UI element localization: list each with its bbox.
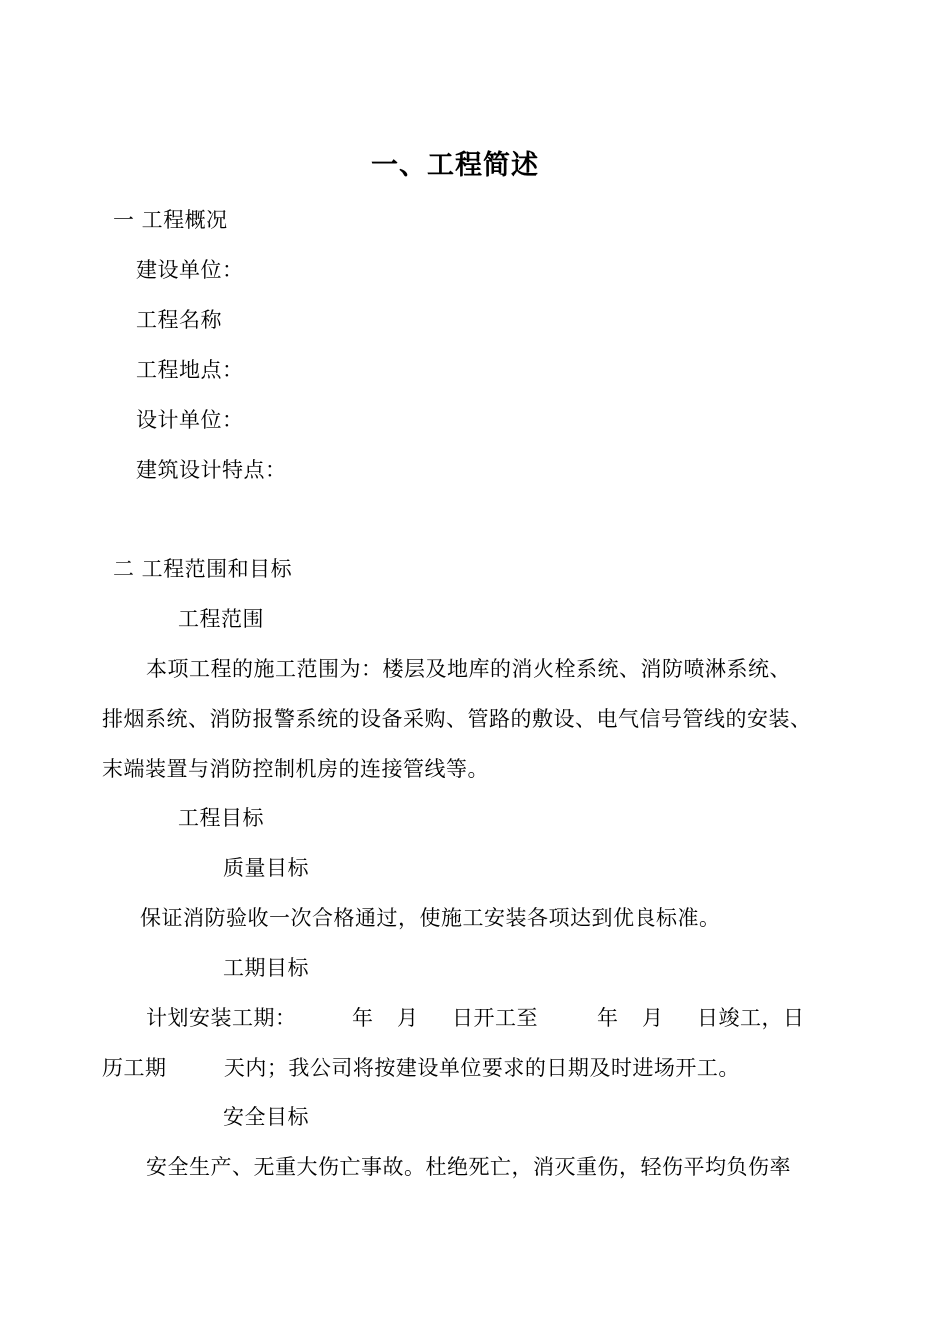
scope-line-1: 本项工程的施工范围为：楼层及地库的消火栓系统、消防喷淋系统、 (146, 657, 791, 681)
field-project-name: 工程名称 (136, 308, 222, 332)
scope-line-3: 末端装置与消防控制机房的连接管线等。 (102, 757, 489, 781)
schedule-part-month-1: 月 (397, 1006, 419, 1030)
field-design-features: 建筑设计特点： (136, 458, 287, 482)
safety-heading: 安全目标 (223, 1105, 309, 1129)
field-project-location: 工程地点： (136, 358, 244, 382)
schedule-part-year-1: 年 (352, 1006, 374, 1030)
schedule-part-month-2: 月 (642, 1006, 664, 1030)
schedule-line-2: 历工期 天内；我公司将按建设单位要求的日期及时进场开工。 (102, 1056, 740, 1080)
safety-text: 安全生产、无重大伤亡事故。杜绝死亡，消灭重伤，轻伤平均负伤率 (146, 1155, 791, 1179)
goal-heading: 工程目标 (178, 806, 264, 830)
schedule-part-year-2: 年 (597, 1006, 619, 1030)
field-construction-unit: 建设单位： (136, 258, 244, 282)
quality-heading: 质量目标 (223, 856, 309, 880)
section2-heading: 二 工程范围和目标 (113, 557, 293, 581)
schedule-part-start: 日开工至 (452, 1006, 538, 1030)
page-title: 一、工程简述 (371, 150, 539, 181)
scope-line-2: 排烟系统、消防报警系统的设备采购、管路的敷设、电气信号管线的安装、 (102, 707, 812, 731)
schedule-part-label: 计划安装工期： (146, 1006, 297, 1030)
section1-heading: 一 工程概况 (113, 208, 228, 232)
schedule-part-end: 日竣工，日 (697, 1006, 805, 1030)
scope-heading: 工程范围 (178, 607, 264, 631)
field-design-unit: 设计单位： (136, 408, 244, 432)
quality-text: 保证消防验收一次合格通过，使施工安装各项达到优良标准。 (140, 906, 721, 930)
schedule-heading: 工期目标 (223, 956, 309, 980)
